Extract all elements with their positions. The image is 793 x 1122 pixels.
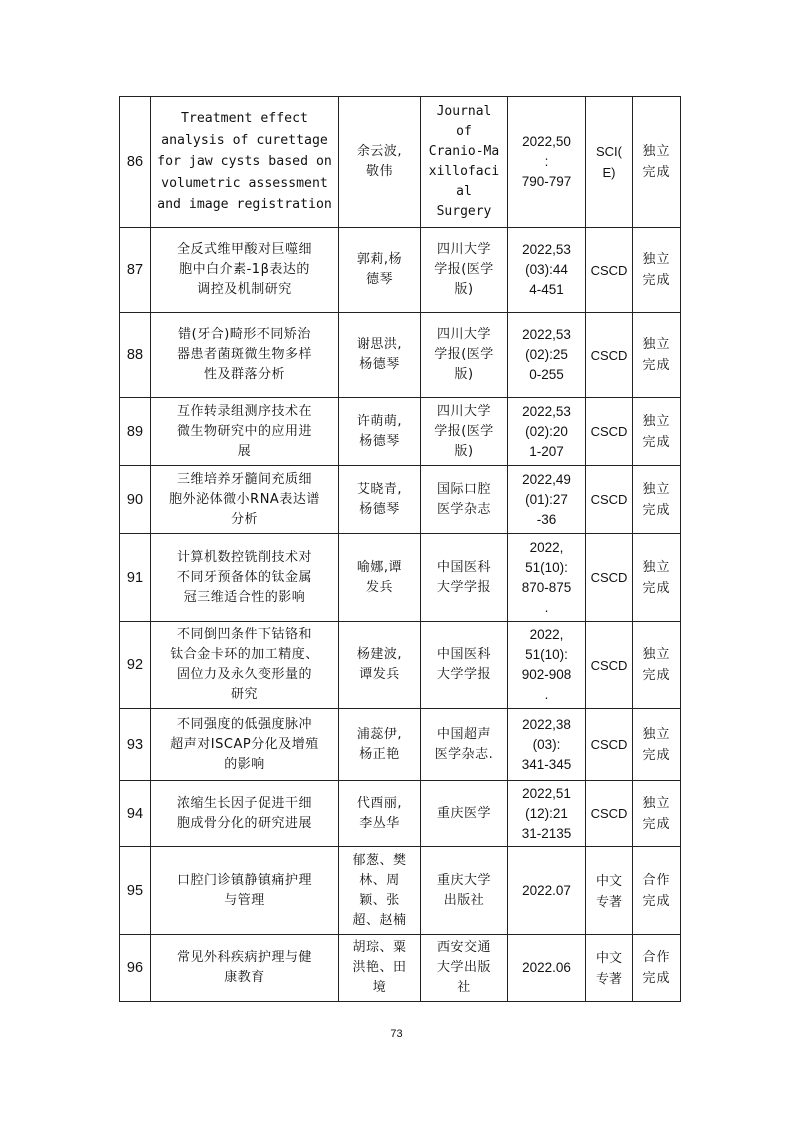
table-row	[120, 466, 681, 534]
authors: 胡琮、粟 洪艳、田 境	[339, 935, 421, 1002]
row-number: 90	[120, 466, 151, 534]
index-type: CSCD	[586, 709, 633, 781]
table-row	[120, 534, 681, 622]
row-number: 93	[120, 709, 151, 781]
row-number: 88	[120, 313, 151, 398]
date-pages: 2022, 51(10): 870-875 .	[508, 534, 586, 622]
index-type: 中文 专著	[586, 847, 633, 935]
source: 中国医科 大学学报	[421, 622, 508, 709]
publication-title: Treatment effect analysis of curettage for jaw cysts based on volumetric assessment and image registration	[151, 97, 339, 228]
authors: 余云波, 敬伟	[339, 97, 421, 228]
authors: 许萌萌, 杨德琴	[339, 398, 421, 466]
authors: 杨建波, 谭发兵	[339, 622, 421, 709]
completion-role: 独立 完成	[633, 398, 681, 466]
completion-role: 独立 完成	[633, 622, 681, 709]
publication-title: 浓缩生长因子促进干细 胞成骨分化的研究进展	[151, 781, 339, 847]
date-pages: 2022, 51(10): 902-908 .	[508, 622, 586, 709]
index-type: CSCD	[586, 466, 633, 534]
completion-role: 独立 完成	[633, 228, 681, 313]
row-number: 86	[120, 97, 151, 228]
table-row	[120, 97, 681, 228]
publication-title: 常见外科疾病护理与健 康教育	[151, 935, 339, 1002]
index-type: CSCD	[586, 398, 633, 466]
completion-role: 独立 完成	[633, 781, 681, 847]
completion-role: 合作 完成	[633, 935, 681, 1002]
table-row	[120, 847, 681, 935]
row-number: 94	[120, 781, 151, 847]
table-row	[120, 709, 681, 781]
index-type: CSCD	[586, 622, 633, 709]
table-row	[120, 622, 681, 709]
row-number: 91	[120, 534, 151, 622]
publication-title: 不同强度的低强度脉冲 超声对ISCAP分化及增殖 的影响	[151, 709, 339, 781]
authors: 喻娜,谭 发兵	[339, 534, 421, 622]
index-type: CSCD	[586, 228, 633, 313]
index-type: SCI( E)	[586, 97, 633, 228]
table-row	[120, 781, 681, 847]
table-row	[120, 398, 681, 466]
authors: 谢思洪, 杨德琴	[339, 313, 421, 398]
row-number: 95	[120, 847, 151, 935]
source: 四川大学 学报(医学 版)	[421, 228, 508, 313]
authors: 艾晓青, 杨德琴	[339, 466, 421, 534]
date-pages: 2022,38 (03): 341-345	[508, 709, 586, 781]
source: 重庆医学	[421, 781, 508, 847]
date-pages: 2022,50 : 790-797	[508, 97, 586, 228]
completion-role: 独立 完成	[633, 313, 681, 398]
publication-title: 错(牙合)畸形不同矫治 器患者菌斑微生物多样 性及群落分析	[151, 313, 339, 398]
completion-role: 合作 完成	[633, 847, 681, 935]
source: 重庆大学 出版社	[421, 847, 508, 935]
source: 中国医科 大学学报	[421, 534, 508, 622]
authors: 郁葱、樊 林、周 颖、张 超、赵楠	[339, 847, 421, 935]
date-pages: 2022,53 (02):25 0-255	[508, 313, 586, 398]
row-number: 96	[120, 935, 151, 1002]
index-type: CSCD	[586, 313, 633, 398]
row-number: 92	[120, 622, 151, 709]
date-pages: 2022.06	[508, 935, 586, 1002]
page-number: 73	[390, 1028, 403, 1040]
table-row	[120, 228, 681, 313]
completion-role: 独立 完成	[633, 709, 681, 781]
source: 国际口腔 医学杂志	[421, 466, 508, 534]
index-type: CSCD	[586, 781, 633, 847]
completion-role: 独立 完成	[633, 466, 681, 534]
publication-title: 口腔门诊镇静镇痛护理 与管理	[151, 847, 339, 935]
completion-role: 独立 完成	[633, 97, 681, 228]
table-row	[120, 313, 681, 398]
index-type: CSCD	[586, 534, 633, 622]
source: 四川大学 学报(医学 版)	[421, 313, 508, 398]
index-type: 中文 专著	[586, 935, 633, 1002]
date-pages: 2022,53 (03):44 4-451	[508, 228, 586, 313]
completion-role: 独立 完成	[633, 534, 681, 622]
authors: 浦蕊伊, 杨正艳	[339, 709, 421, 781]
source: 西安交通 大学出版 社	[421, 935, 508, 1002]
row-number: 87	[120, 228, 151, 313]
source: Journal of Cranio-Ma xillofaci al Surgery	[421, 97, 508, 228]
date-pages: 2022,53 (02):20 1-207	[508, 398, 586, 466]
authors: 代酉丽, 李丛华	[339, 781, 421, 847]
authors: 郭莉,杨 德琴	[339, 228, 421, 313]
table-row	[120, 935, 681, 1002]
date-pages: 2022,51 (12):21 31-2135	[508, 781, 586, 847]
publication-title: 三维培养牙髓间充质细 胞外泌体微小RNA表达谱 分析	[151, 466, 339, 534]
publication-title: 计算机数控铣削技术对 不同牙预备体的钛金属 冠三维适合性的影响	[151, 534, 339, 622]
source: 四川大学 学报(医学 版)	[421, 398, 508, 466]
publication-title: 全反式维甲酸对巨噬细 胞中白介素-1β表达的 调控及机制研究	[151, 228, 339, 313]
publication-title: 不同倒凹条件下钴铬和 钛合金卡环的加工精度、 固位力及永久变形量的 研究	[151, 622, 339, 709]
source: 中国超声 医学杂志.	[421, 709, 508, 781]
publication-table	[119, 96, 681, 1002]
date-pages: 2022,49 (01):27 -36	[508, 466, 586, 534]
row-number: 89	[120, 398, 151, 466]
publication-title: 互作转录组测序技术在 微生物研究中的应用进 展	[151, 398, 339, 466]
date-pages: 2022.07	[508, 847, 586, 935]
